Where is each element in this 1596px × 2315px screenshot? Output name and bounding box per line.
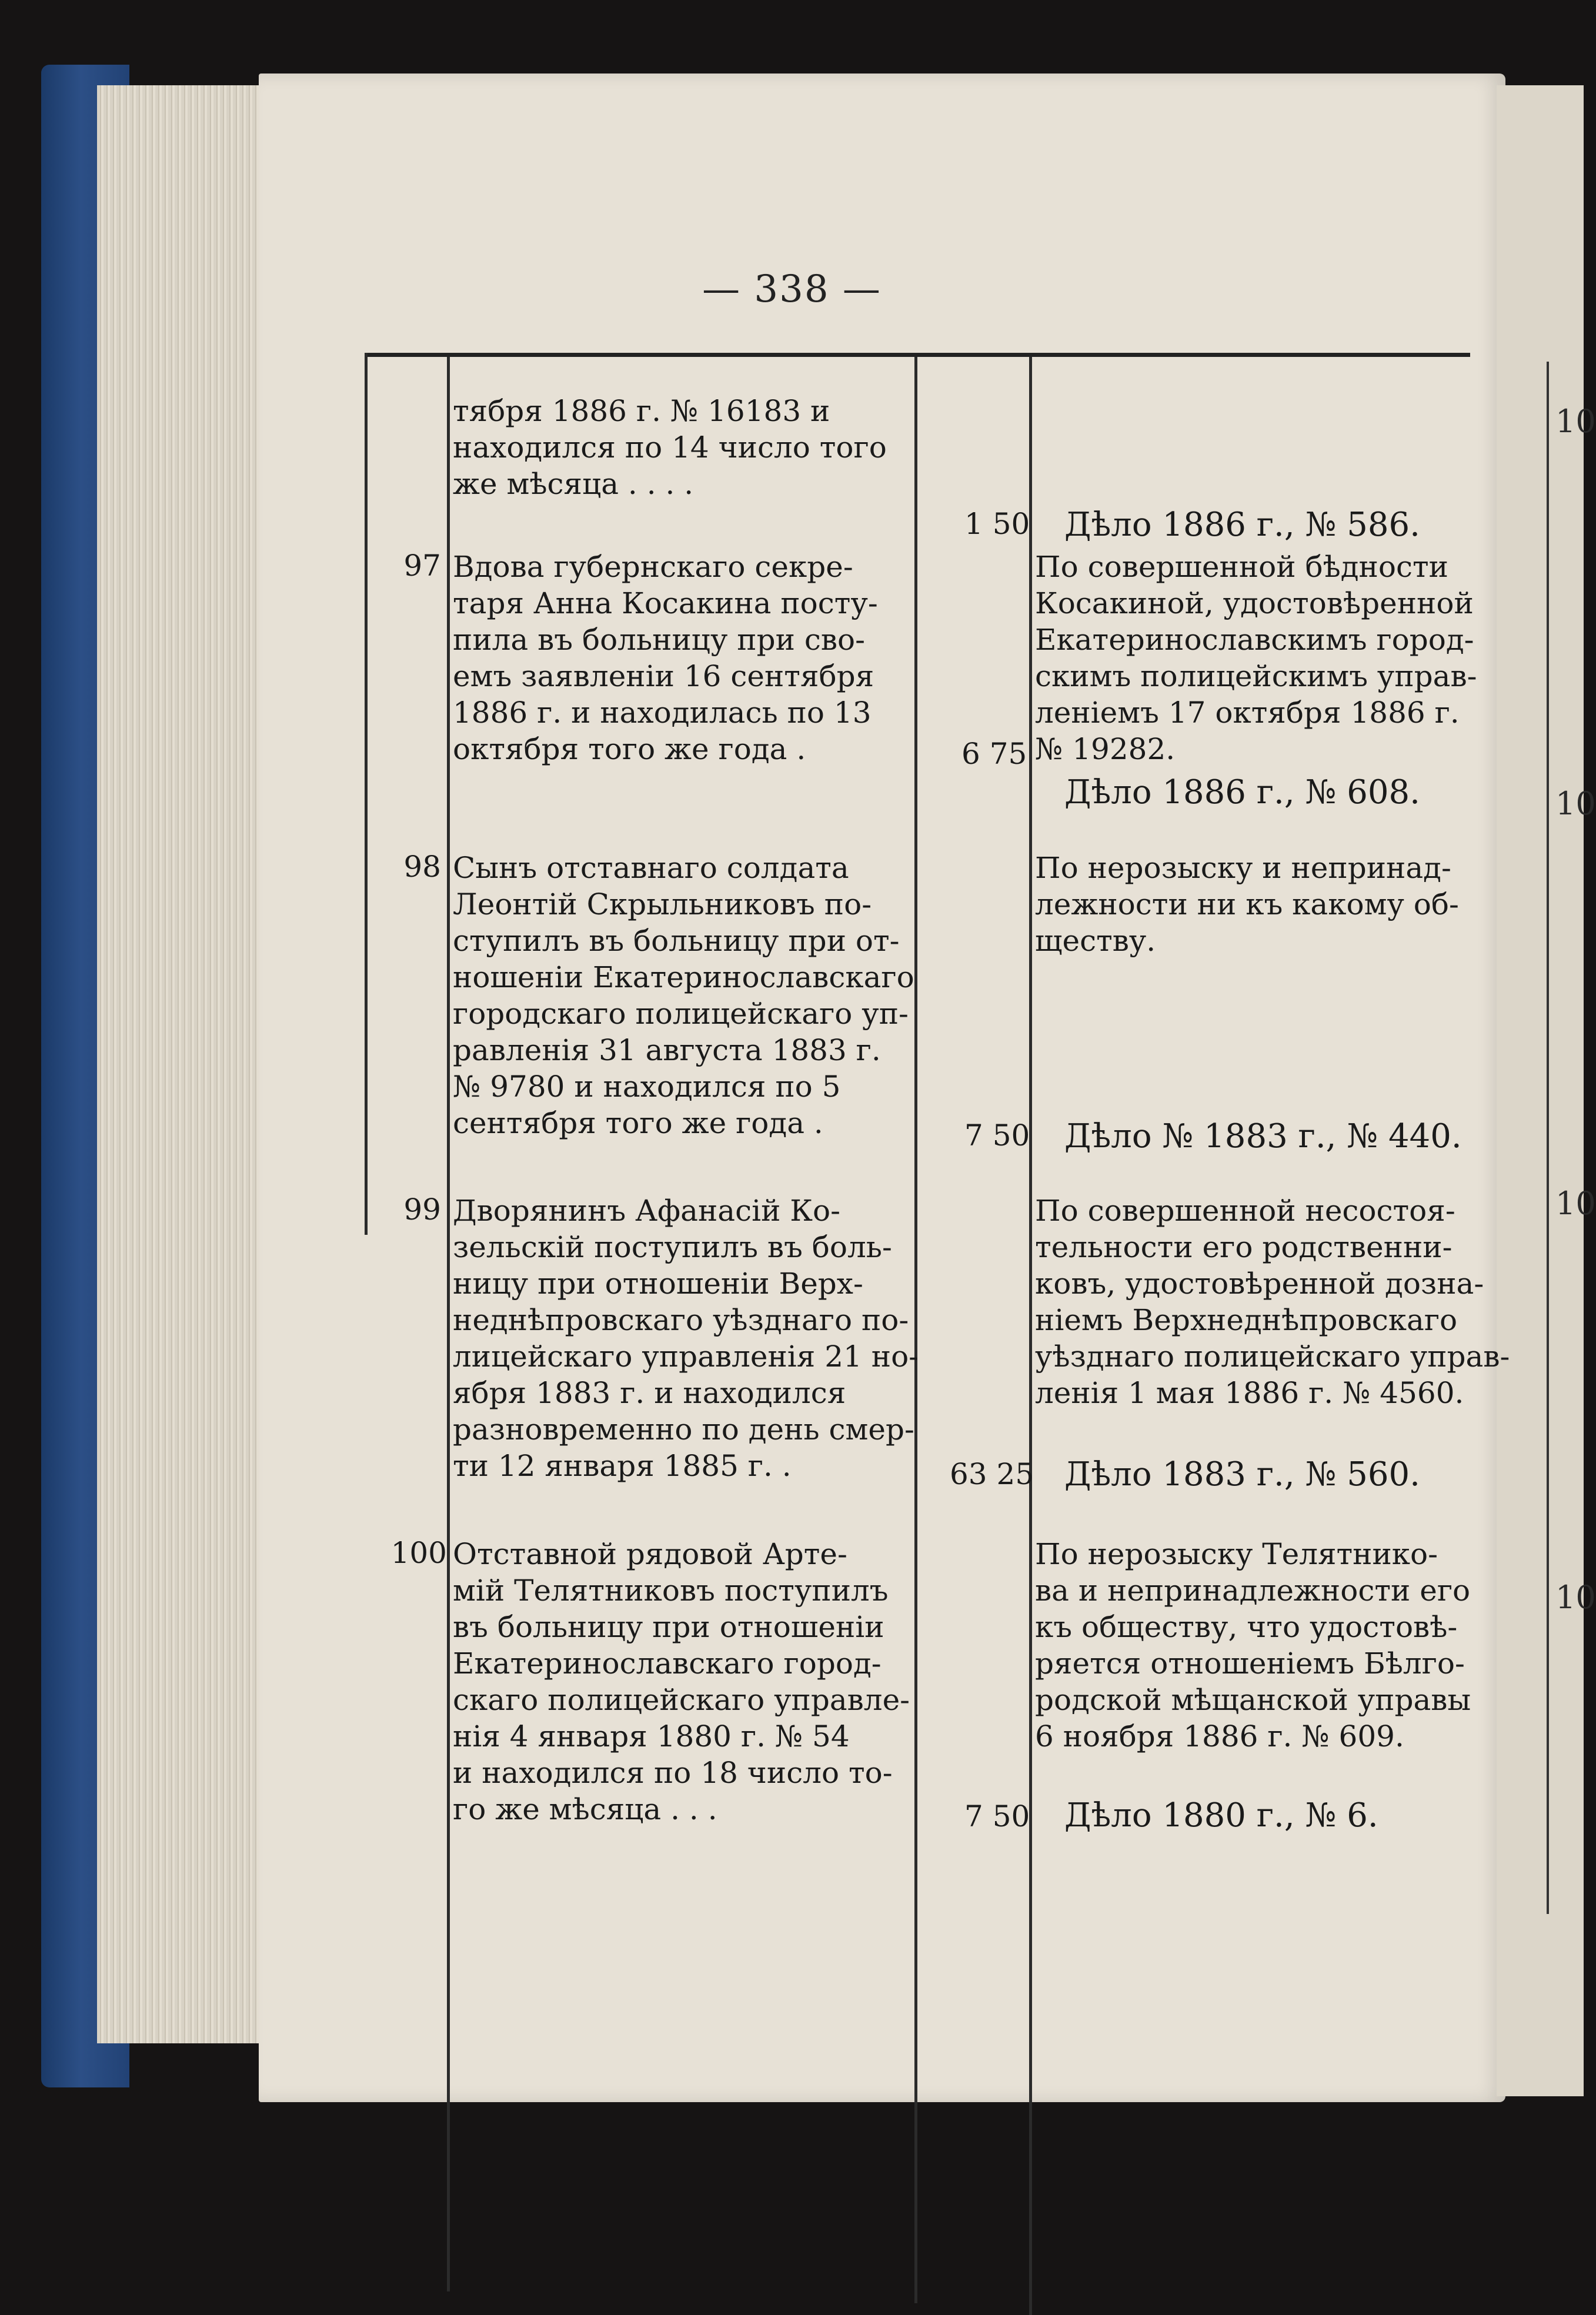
case-reference: Дѣло 1883 г., № 560. <box>1064 1455 1420 1494</box>
next-page-rule <box>1547 362 1549 1914</box>
entry-amount: 7 50 <box>964 1799 1030 1833</box>
case-reference: Дѣло 1880 г., № 6. <box>1064 1796 1378 1835</box>
entry-description: Отставной рядовой Арте- мій Телятниковъ поступилъ въ больницу при отношеніи Екатеринославскаго город- скаго полицейскаго управле- нія 4 января 1880 г. № 54 и находился по 18 число то- го же мѣсяца . . . <box>453 1537 910 1826</box>
entry-number: 99 <box>403 1192 441 1227</box>
table-left-rule <box>365 353 368 1235</box>
entry-amount: 63 25 <box>950 1457 1034 1491</box>
reason-text: По совершенной несостоя- тельности его родственни- ковъ, удостовѣренной дозна- ніемъ Верхнеднѣпровскаго уѣзднаго полицейскаго управ- ленія 1 мая 1886 г. № 4560. <box>1035 1194 1510 1410</box>
entry-description: Вдова губернскаго секре- таря Анна Косакина посту- пила въ больницу при сво- емъ заявленіи 16 сентября 1886 г. и находилась по 13 октября того же года . <box>453 550 878 766</box>
page-edges <box>97 85 285 2043</box>
column-rule-number <box>447 357 450 2291</box>
entry-amount: 7 50 <box>964 1118 1030 1153</box>
entry-number: 98 <box>403 850 441 884</box>
case-reference: Дѣло № 1883 г., № 440. <box>1064 1117 1462 1155</box>
page-number: — 338 — <box>702 268 882 311</box>
reason-text: По нерозыску и непринад- лежности ни къ какому об- ществу. <box>1035 851 1459 958</box>
case-reference: Дѣло 1886 г., № 608. <box>1064 773 1420 811</box>
next-page-edge <box>1497 85 1596 2096</box>
entry-number: 97 <box>403 549 441 583</box>
entry-number: 100 <box>390 1536 447 1570</box>
next-page-fragment: 10 <box>1555 403 1596 440</box>
entry-description: тября 1886 г. № 16183 и находился по 14 число того же мѣсяца . . . . <box>453 394 887 501</box>
table-top-rule <box>365 353 1470 357</box>
case-reference: Дѣло 1886 г., № 586. <box>1064 506 1420 544</box>
entry-amount: 1 50 <box>964 507 1030 541</box>
column-rule-amount <box>1029 357 1032 2315</box>
reason-text: По совершенной бѣдности Косакиной, удостовѣренной Екатеринославскимъ город- скимъ полицейскимъ управ- леніемъ 17 октября 1886 г. № 19282. <box>1035 550 1477 766</box>
reason-text: По нерозыску Телятнико- ва и непринадлежности его къ обществу, что удостовѣ- ряется отношеніемъ Бѣлго- родской мѣщанской управы 6 ноября 1886 г. № 609. <box>1035 1537 1471 1753</box>
entry-description: Сынъ отставнаго солдата Леонтій Скрыльниковъ по- ступилъ въ больницу при от- ношеніи Екатеринославскаго городскаго полицейскаго уп- равленія 31 августа 1883 г. № 9780 и находился по 5 сентября того же года . <box>453 851 914 1140</box>
next-page-fragment: 10 <box>1555 785 1596 822</box>
entry-description: Дворянинъ Афанасій Ко- зельскій поступилъ въ боль- ницу при отношеніи Верх- неднѣпровскаго уѣзднаго по- лицейскаго управленія 21 но- ября 1883 г. и находился разновременно по день смер- ти 12 января 1885 г. . <box>453 1194 919 1483</box>
entry-amount: 6 75 <box>961 737 1027 771</box>
next-page-fragment: 10 <box>1555 1579 1596 1616</box>
next-page-fragment: 10 <box>1555 1185 1596 1222</box>
